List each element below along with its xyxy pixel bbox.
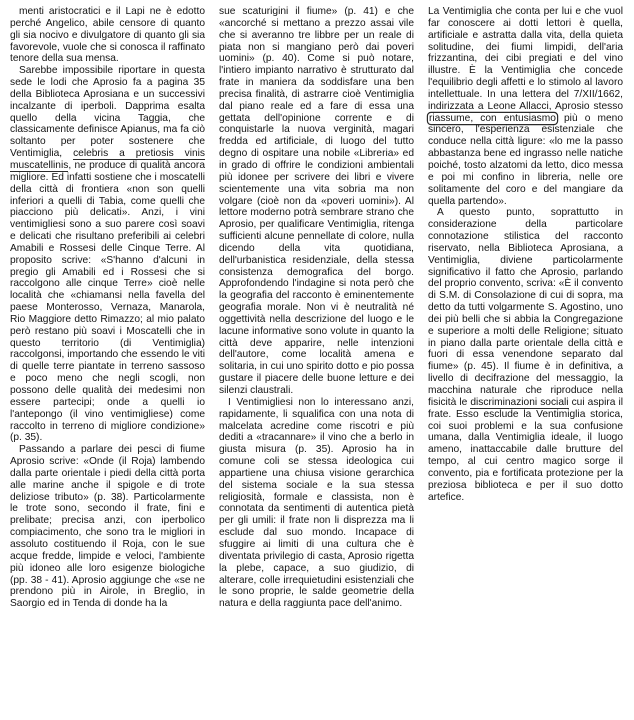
paragraph: sue scaturigini il fiume» (p. 41) e che «ancorché si mettano a prezzo assai vile che si averanno tre libbre per un reale di piata non si mangiano però dai poveri uomini» (p. 40). Come si può notare, l'intiero impianto narrativo è strutturato dal frate in maniera da soddisfare una ben precisa finalità, di astrarre cioè Ventimiglia dal piano reale ed a fare di essa una gettata dell'opinione corrente e di conquistarle la nuova verginità, magari fredda ed artificiale, di luogo del tutto degno di ospitare una nobile «Libreria» ed in grado di offrire le condizioni ambientali più idonee per scrivere dei libri e vivere scientemente una vita sobria ma non volgare (cioè non da «poveri uomini»). Al lettore moderno potrà sembrare strano che Aprosio, per qualificare Ventimiglia, ritenga sufficienti alcune pennellate di colore, nulla dicendo della vita quotidiana, dell'urbanistica residenziale, della stessa consistenza demografica del borgo. Approfondendo l'indagine si nota però che la geografia del racconto è eminentemente geografia morale. Non vi è neutralità né oggettività nella descrizione del luogo e le lacune informative sono volute in quanto la città deve apparire, nelle intenzioni dell'autore, come località amena e solitaria, in cui uno spirito dotto e pio possa gustare il piacere delle buone letture e dei silenzi claustrali. xyxy=(219,6,414,396)
paragraph: menti aristocratici e il Lapi ne è edotto perché Angelico, abile censore di quanto gli sia nocivo e divulgatore di quanto gli sia favorevole, vuole che si conosca il raffinato tenore della sua mensa. xyxy=(10,6,205,65)
underlined-annotation: celebris a pretiosis vinis muscatellinis xyxy=(10,148,206,171)
text-columns xyxy=(10,6,624,714)
circled-annotation: riassume, con entusiasmo xyxy=(429,112,556,124)
column-2 xyxy=(219,6,414,714)
paragraph: La Ventimiglia che conta per lui e che vuol far conoscere ai dotti lettori è quella, artificiale e astratta dalla vita, della quieta solitudine, dei fiumi limpidi, dell'aria frizzantina, dei cibi pregiati e del vino illustre. È la Ventimiglia che concede l'equilibrio degli affetti e lo stimolo al lavoro intellettuale. In una lettera del 7/XII/1662, indirizzata a Leone Allacci, Aprosio stesso riassume, con entusiasmo più o meno sincero, l'esperienza esistenziale che conduce nella città ligure: «lo me la passo abbastanza bene ed ingrasso nelle natiche poiché, tosto alzatomi da letto, dico messa e poi mi confino in libreria, nelle ore solitamente del coro e del mangiare da quella partendo». xyxy=(428,6,623,207)
paragraph: I Ventimigliesi non lo interessano anzi, rapidamente, li squalifica con una nota di malcelata acredine come riscotri e più dediti a «tracannare» il vino che a berlo in giusta misura (p. 35). Aprosio ha in comune coli se stessa ideologica cui appartiene una chiusa visione gerarchica del sistema sociale e la sua stessa religiosità, formale e classista, non è connotata da sentimenti di autentica pietà per gli umili: il frate non li disprezza ma li esclude dal suo mondo. Incapace di sfuggire ai limiti di una cultura che è diventata privilegio di casta, Aprosio rigetta la plebe, capace, a suo giudizio, di alterare, colle irrequietudini esistenziali che le sono proprie, le salde geometrie della natura e della raggiunta pace dell'animo. xyxy=(219,396,414,610)
paragraph: Sarebbe impossibile riportare in questa sede le lodi che Aprosio fa a pagina 35 della Biblioteca Aprosiana e un successivi incalzante di iperboli. Dapprima esalta quello della vicina Taggia, che classicamente definisce Apianus, ma fa ciò soltanto per poter sostenere che Ventimiglia, celebris a pretiosis vinis muscatellinis, ne produce di qualità ancora migliore. Ed infatti sostiene che i moscatelli della città di frontiera «non son quelli inferiori a quelli di Tabia, come quelli che piacciono più delicati». Anzi, i vini ventimigliesi sono a suo parere così soavi e delicati che risultano preferibili ai celebri Amabili e Rossesi delle Cinque Terre. Al proposito scrive: «S'hanno d'alcuni in pregio gli Amabili ed i Rossesi che si raccolgono alle cinque Terre» cioè nelle località che «chiamansi nella favella del paese Monterosso, Vernaza, Manarola, Rio Maggiore detto Rimazzo; al mio palato però restano più soavi i Moscatelli che in questo territorio (di Ventimiglia) raccolgonsi, importando che essendo le viti di quelle terre piantate in terreno sassoso e poco meno che negli scogli, non possono delle qualità dei medesimi non essere partecipi; onde a quelli io l'antepongo (il vino ventimigliese) come raccolto in terreno di migliore condizione» (p. 35). xyxy=(10,65,206,444)
column-3 xyxy=(428,6,623,714)
underlined-annotation: discriminazioni sociali xyxy=(470,396,569,408)
paragraph: A questo punto, soprattutto in considerazione della particolare connotazione stilistica del racconto riservato, nella Biblioteca Aprosiana, a Ventimiglia, diviene particolarmente significativo il fatto che Aprosio, parlando del proprio convento, scriva: «È il convento di S.M. di Consolazione di cui di sopra, ma detto da tutti volgarmente S. Agostino, uno dei più belli che si abbia la Congregazione e superiore a molti delle Religione; situato in piano dalla parte orientale della città e fuori di essa venendone separato dal fiume» (p. 45). Il fiume è in definitiva, a livello di decifrazione del messaggio, la macchina naturale che riproduce nella fisicità le discriminazioni sociali cui aspira il frate. Esso esclude la Ventimiglia storica, coi suoi problemi e la sua confusione umana, dalla Ventimiglia ideale, il luogo ameno, inattaccabile dalle brutture del tempo, al cui centro magico sorge il convento, pia e fortificata protezione per la preziosa biblioteca e per il suo dotto artefice. xyxy=(428,207,623,503)
column-1 xyxy=(10,6,205,714)
paragraph: Passando a parlare dei pesci di fiume Aprosio scrive: «Onde (il Roja) lambendo dalla parte orientale i piedi della città porta alle marine anche il spigole e di trote deliziose tributo» (p. 38). Particolarmente le trote sono, secondo il frate, fini e prelibate; precisa anzi, con iperbolico compiacimento, che sono tra le migliori in assoluto costituendo il Roja, con le sue acque fredde, limpide e veloci, l'ambiente più idoneo alle loro esigenze biologiche (pp. 38 - 41). Aprosio aggiunge che «se ne prendono più in Airole, in Breglio, in Saorgio ed in Tenda di donde ha la xyxy=(10,444,205,610)
